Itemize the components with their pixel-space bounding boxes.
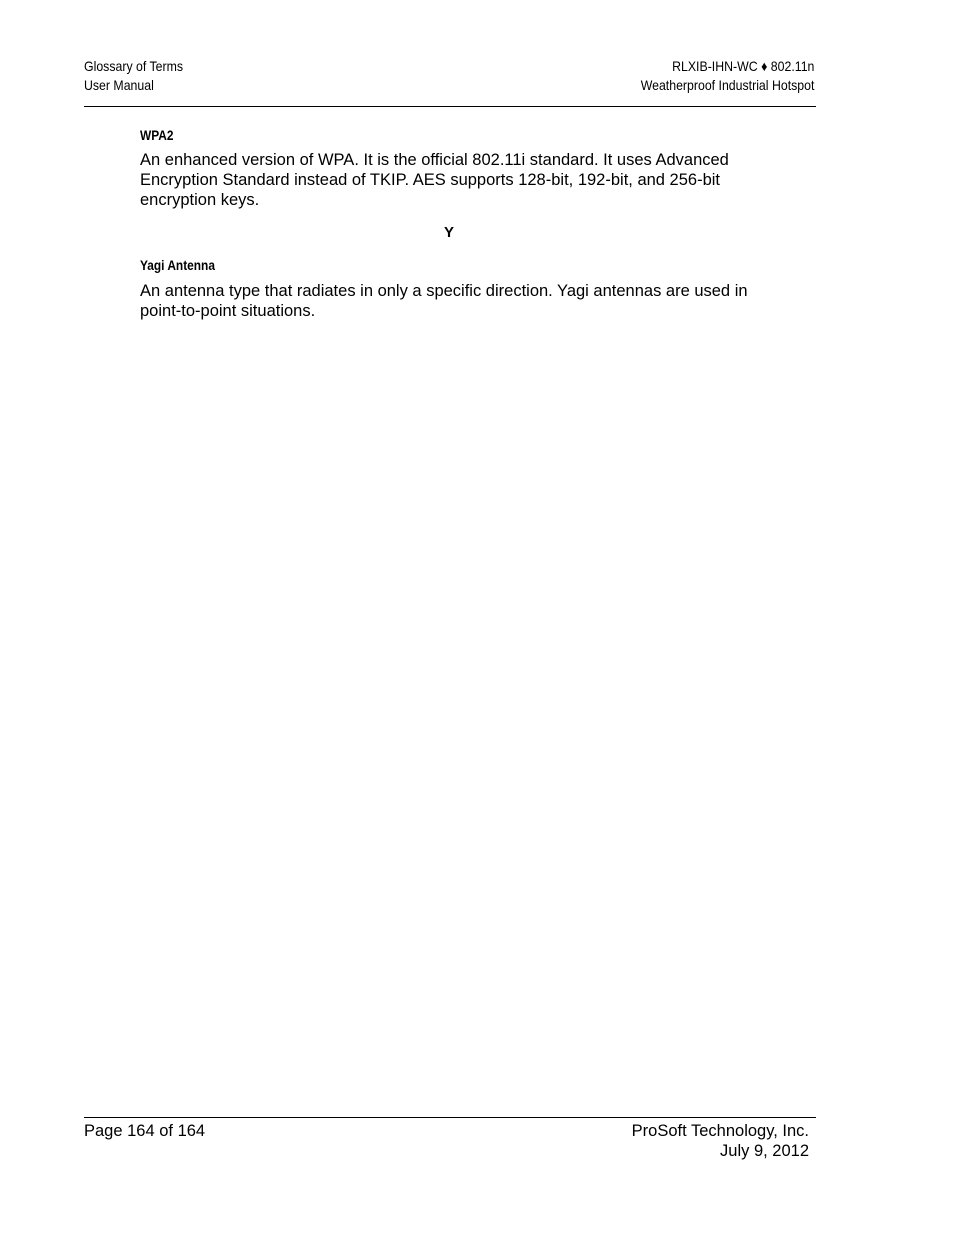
page-header [84,57,816,107]
header-left-block [84,57,183,95]
page-number: Page 164 of 164 [84,1122,206,1140]
glossary-letter-heading: Y [443,224,454,241]
glossary-definition-wpa2: An enhanced version of WPA. It is the official 802.11i standard. It uses Advanced Encryption Standard instead of TKIP. AES supports 128-bit, 192-bit, and 256-bit encryption keys. [140,151,729,209]
header-section-title: Glossary of Terms [84,58,184,74]
glossary-definition-yagi-antenna: An antenna type that radiates in only a specific direction. Yagi antennas are used in point-to-point situations. [140,282,748,320]
header-product-name: Weatherproof Industrial Hotspot [640,77,814,93]
header-document-type: User Manual [84,77,154,93]
glossary-content [140,126,770,321]
glossary-term-wpa2: WPA2 [140,127,174,143]
header-product-model: RLXIB-IHN-WC ♦ 802.11n [671,58,814,74]
header-right-block [640,57,814,95]
page-footer [84,1117,816,1160]
footer-company: ProSoft Technology, Inc. [631,1122,809,1140]
footer-date: July 9, 2012 [720,1142,809,1160]
footer-right-block [632,1121,809,1161]
glossary-term-yagi-antenna: Yagi Antenna [140,257,215,273]
